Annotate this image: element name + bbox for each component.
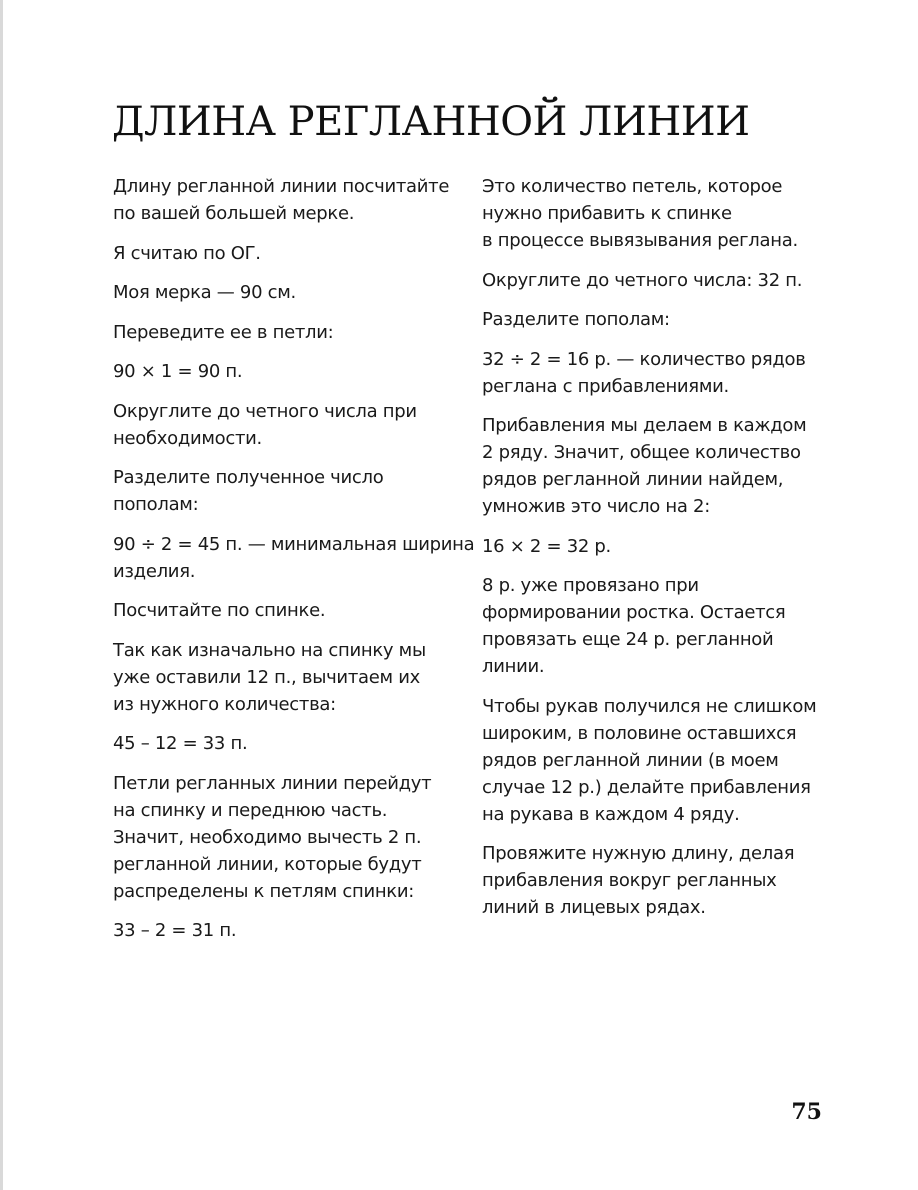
text-line: реглана с прибавлениями. xyxy=(482,375,729,397)
paragraph xyxy=(113,770,463,905)
text-line: из нужного количества: xyxy=(113,693,336,715)
text-line: 2 ряду. Значит, общее количество xyxy=(482,442,801,463)
paragraph xyxy=(113,597,463,624)
paragraph xyxy=(113,173,463,227)
text-line: Разделите полученное число xyxy=(113,467,384,488)
text-line: случае 12 р.) делайте прибавления xyxy=(482,776,811,798)
text-line: Длину регланной линии посчитайте xyxy=(113,176,450,197)
text-line: Округлите до четного числа: 32 п. xyxy=(482,269,803,291)
paragraph xyxy=(482,533,822,560)
paragraph xyxy=(482,267,822,294)
text-line: Провяжите нужную длину, делая xyxy=(482,843,795,864)
text-line: линий в лицевых рядах. xyxy=(482,897,706,918)
text-line: Я считаю по ОГ. xyxy=(113,242,261,264)
text-line: Чтобы рукав получился не слишком xyxy=(482,695,817,717)
text-line: изделия. xyxy=(113,560,196,582)
text-line: необходимости. xyxy=(113,427,262,449)
text-line: провязать еще 24 р. регланной xyxy=(482,629,774,650)
text-line: 16 × 2 = 32 р. xyxy=(482,535,611,557)
text-line: формировании ростка. Остается xyxy=(482,602,786,623)
paragraph xyxy=(113,240,463,267)
text-line: регланной линии, которые будут xyxy=(113,853,422,875)
text-line: Округлите до четного числа при xyxy=(113,400,417,422)
text-line: Прибавления мы делаем в каждом xyxy=(482,415,807,436)
page-edge-shadow xyxy=(0,0,3,1190)
paragraph xyxy=(113,730,463,757)
paragraph xyxy=(113,917,463,944)
paragraph xyxy=(113,531,475,585)
text-line: 90 ÷ 2 = 45 п. — минимальная ширина xyxy=(113,533,475,555)
text-line: линии. xyxy=(482,656,545,677)
paragraph xyxy=(482,346,822,400)
text-line: Разделите пополам: xyxy=(482,309,670,330)
paragraph xyxy=(482,693,822,828)
text-line: Моя мерка — 90 см. xyxy=(113,282,296,303)
right-text-column xyxy=(482,173,822,934)
text-line: нужно прибавить к спинке xyxy=(482,203,732,224)
text-line: на рукава в каждом 4 ряду. xyxy=(482,803,740,825)
text-line: рядов регланной линии (в моем xyxy=(482,749,779,771)
text-line: 33 – 2 = 31 п. xyxy=(113,920,237,941)
paragraph xyxy=(113,398,463,452)
paragraph xyxy=(482,306,822,333)
paragraph xyxy=(482,572,822,680)
paragraph xyxy=(113,464,463,518)
text-line: Это количество петель, которое xyxy=(482,176,783,197)
paragraph xyxy=(113,319,463,346)
text-line: 45 – 12 = 33 п. xyxy=(113,733,248,754)
text-line: 90 × 1 = 90 п. xyxy=(113,361,243,382)
text-line: рядов регланной линии найдем, xyxy=(482,469,784,490)
page-number: 75 xyxy=(791,1099,822,1125)
text-line: Петли регланных линии перейдут xyxy=(113,772,432,794)
paragraph xyxy=(482,412,822,520)
page-title: ДЛИНА РЕГЛАННОЙ ЛИНИИ xyxy=(112,99,750,145)
text-line: в процессе вывязывания реглана. xyxy=(482,230,798,251)
paragraph xyxy=(482,840,822,921)
text-line: Переведите ее в петли: xyxy=(113,321,334,343)
text-line: на спинку и переднюю часть. xyxy=(113,799,388,821)
text-line: широким, в половине оставшихся xyxy=(482,722,797,744)
paragraph xyxy=(482,173,822,254)
left-text-column xyxy=(113,173,475,957)
paragraph xyxy=(113,279,463,306)
text-line: прибавления вокруг регланных xyxy=(482,870,777,891)
text-line: уже оставили 12 п., вычитаем их xyxy=(113,666,420,688)
text-line: пополам: xyxy=(113,494,199,515)
text-line: Так как изначально на спинку мы xyxy=(113,639,426,661)
text-line: Посчитайте по спинке. xyxy=(113,600,326,621)
paragraph xyxy=(113,358,463,385)
text-line: по вашей большей мерке. xyxy=(113,203,355,224)
text-line: распределены к петлям спинки: xyxy=(113,880,415,902)
text-line: Значит, необходимо вычесть 2 п. xyxy=(113,826,422,848)
text-line: 8 р. уже провязано при xyxy=(482,575,699,596)
paragraph xyxy=(113,637,463,718)
text-line: умножив это число на 2: xyxy=(482,496,710,517)
text-line: 32 ÷ 2 = 16 р. — количество рядов xyxy=(482,348,806,370)
